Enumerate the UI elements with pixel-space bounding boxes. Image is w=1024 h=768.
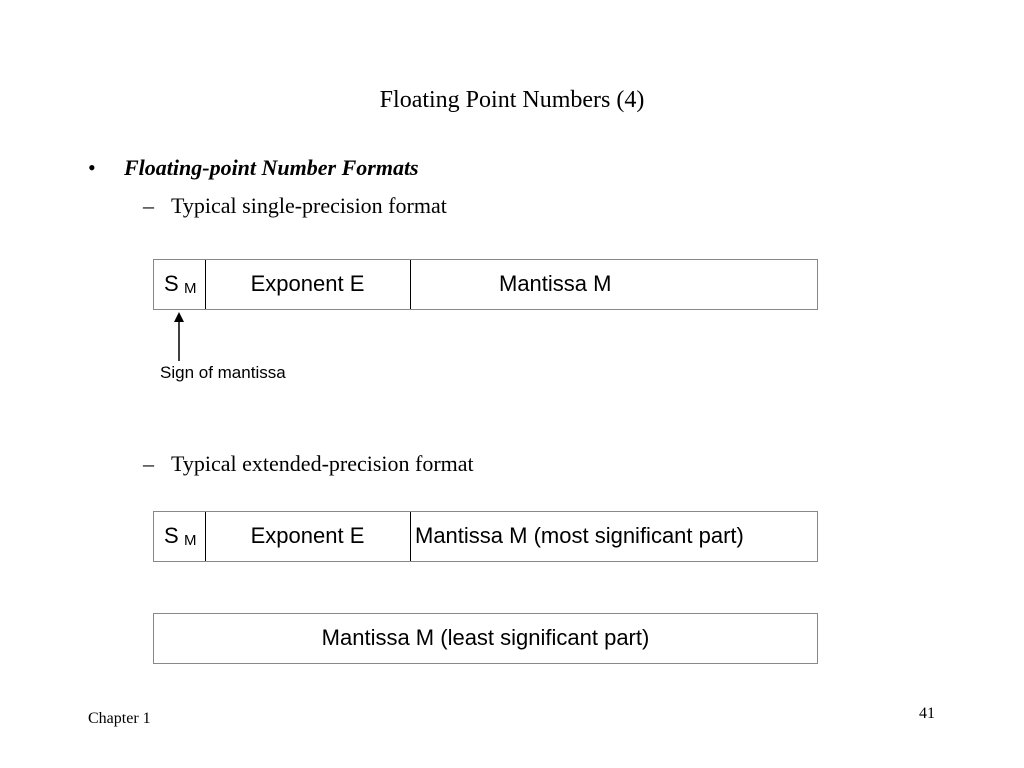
mantissa-field: Mantissa M <box>499 271 612 296</box>
single-precision-label: Typical single-precision format <box>171 193 447 218</box>
extended-precision-format-box <box>153 511 818 562</box>
footer-chapter: Chapter 1 <box>88 710 151 727</box>
exponent-divider <box>410 512 411 561</box>
slide-title: Floating Point Numbers (4) <box>379 87 645 113</box>
sign-arrow <box>170 312 190 362</box>
sign-field: S <box>164 523 179 548</box>
mantissa-least-significant-box <box>153 613 818 664</box>
sign-of-mantissa-caption: Sign of mantissa <box>160 363 286 382</box>
mantissa-most-significant-field: Mantissa M (most significant part) <box>415 523 744 548</box>
page-number: 41 <box>919 705 935 722</box>
sign-subscript: M <box>184 532 197 549</box>
single-precision-format-box <box>153 259 818 310</box>
extended-precision-label: Typical extended-precision format <box>171 451 474 476</box>
sign-subscript: M <box>184 280 197 297</box>
bullet-heading: Floating-point Number Formats <box>124 155 419 180</box>
exponent-field: Exponent E <box>250 271 365 296</box>
exponent-field: Exponent E <box>250 523 365 548</box>
exponent-divider <box>410 260 411 309</box>
mantissa-least-significant-field: Mantissa M (least significant part) <box>321 625 650 650</box>
sign-field: S <box>164 271 179 296</box>
sub-bullet-dash-single: – <box>143 193 154 218</box>
bullet-symbol: • <box>88 155 96 180</box>
sub-bullet-dash-extended: – <box>143 451 154 476</box>
